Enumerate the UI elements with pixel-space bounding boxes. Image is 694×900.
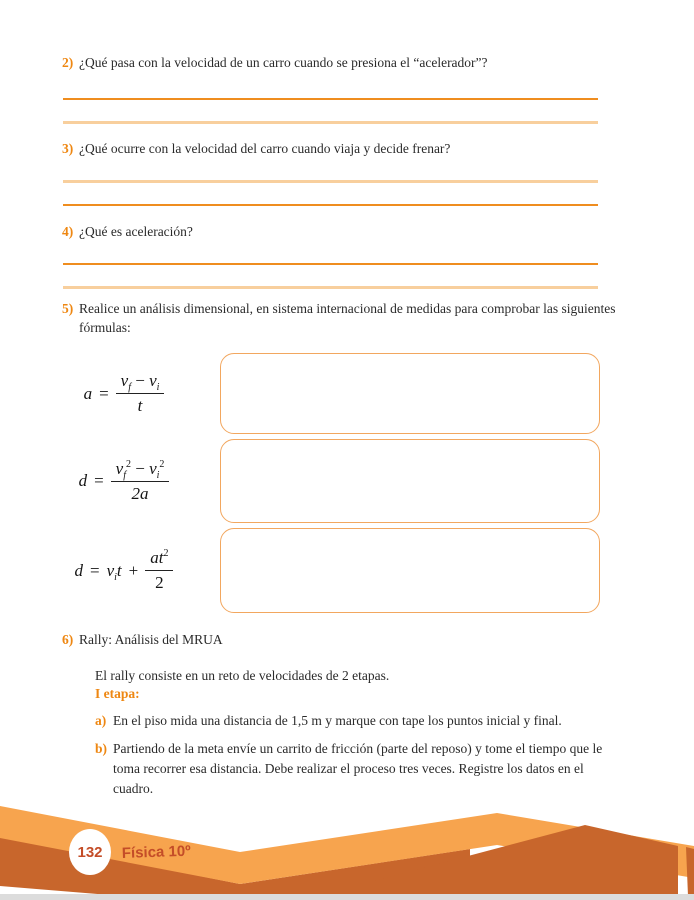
question-2	[62, 53, 631, 72]
formula-3: d = $v_it$ + $\frac{at^2}{2}$	[0, 528, 220, 613]
formula-1-lhs: a	[83, 383, 93, 403]
subject-label: Física 10º	[121, 842, 191, 862]
question-3	[62, 139, 631, 158]
equals-sign: =	[94, 471, 104, 490]
question-5	[62, 299, 631, 337]
answer-line	[63, 98, 598, 100]
rally-item-b-text: Partiendo de la meta envíe un carrito de fricción (parte del reposo) y tome el tiempo que le toma recorrer esa distancia. Debe realizar el proceso tres veces. Registre los datos en el cuadro.	[113, 741, 603, 796]
question-2-number: 2)	[62, 55, 74, 70]
formula-row-3	[0, 528, 600, 613]
formula-row-1	[0, 353, 600, 434]
question-6-number: 6)	[62, 632, 74, 647]
fraction: $\frac{v_f - v_i}{t}$	[116, 371, 165, 416]
denominator: 2	[155, 573, 164, 592]
footer-ribbon	[0, 800, 694, 900]
question-3-text: ¿Qué ocurre con la velocidad del carro cuando viaja y decide frenar?	[79, 141, 451, 156]
question-4-text: ¿Qué es aceleración?	[79, 224, 193, 239]
fraction: $\frac{v_f^2 - v_i^2}{2a}$	[111, 459, 170, 504]
answer-box-2	[220, 439, 600, 523]
rally-item-b	[95, 739, 623, 799]
answer-line	[63, 263, 598, 265]
formula-row-2	[0, 439, 600, 523]
page-bottom-strip	[0, 894, 694, 900]
formula-2	[0, 439, 220, 523]
rally-stage-label: I etapa:	[95, 686, 140, 701]
question-3-number: 3)	[62, 141, 74, 156]
answer-line	[63, 121, 598, 124]
question-4	[62, 222, 631, 241]
question-2-text: ¿Qué pasa con la velocidad de un carro cuando se presiona el “acelerador”?	[79, 55, 488, 70]
question-5-text: Realice un análisis dimensional, en sistema internacional de medidas para comprobar las siguientes fórmulas:	[79, 301, 616, 335]
question-6-text: Rally: Análisis del MRUA	[79, 632, 223, 647]
plus-sign: +	[128, 560, 139, 580]
answer-line	[63, 180, 598, 183]
equals-sign: =	[90, 560, 100, 580]
rally-item-a-text: En el piso mida una distancia de 1,5 m y marque con tape los puntos inicial y final.	[113, 713, 562, 728]
fraction: $\frac{at^2}{2}$	[145, 548, 173, 593]
denominator: 2a	[131, 483, 149, 503]
equals-sign: =	[99, 383, 109, 403]
question-6	[62, 630, 631, 649]
formula-1	[0, 353, 220, 434]
answer-line	[63, 286, 598, 289]
rally-item-a	[95, 711, 623, 731]
rally-item-a-number: a)	[95, 713, 107, 728]
answer-line	[63, 204, 598, 206]
ribbon-dark-edge-piece	[686, 847, 694, 896]
page-number: 132	[77, 844, 103, 861]
denominator: t	[137, 396, 143, 415]
answer-box-3	[220, 528, 600, 613]
formula-2-lhs: d	[78, 471, 88, 490]
question-4-number: 4)	[62, 224, 74, 239]
rally-intro: El rally consiste en un reto de velocidades de 2 etapas.	[95, 668, 390, 683]
formula-3-lhs: d	[74, 560, 83, 580]
question-5-number: 5)	[62, 301, 74, 316]
rally-item-b-number: b)	[95, 741, 108, 756]
answer-box-1	[220, 353, 600, 434]
